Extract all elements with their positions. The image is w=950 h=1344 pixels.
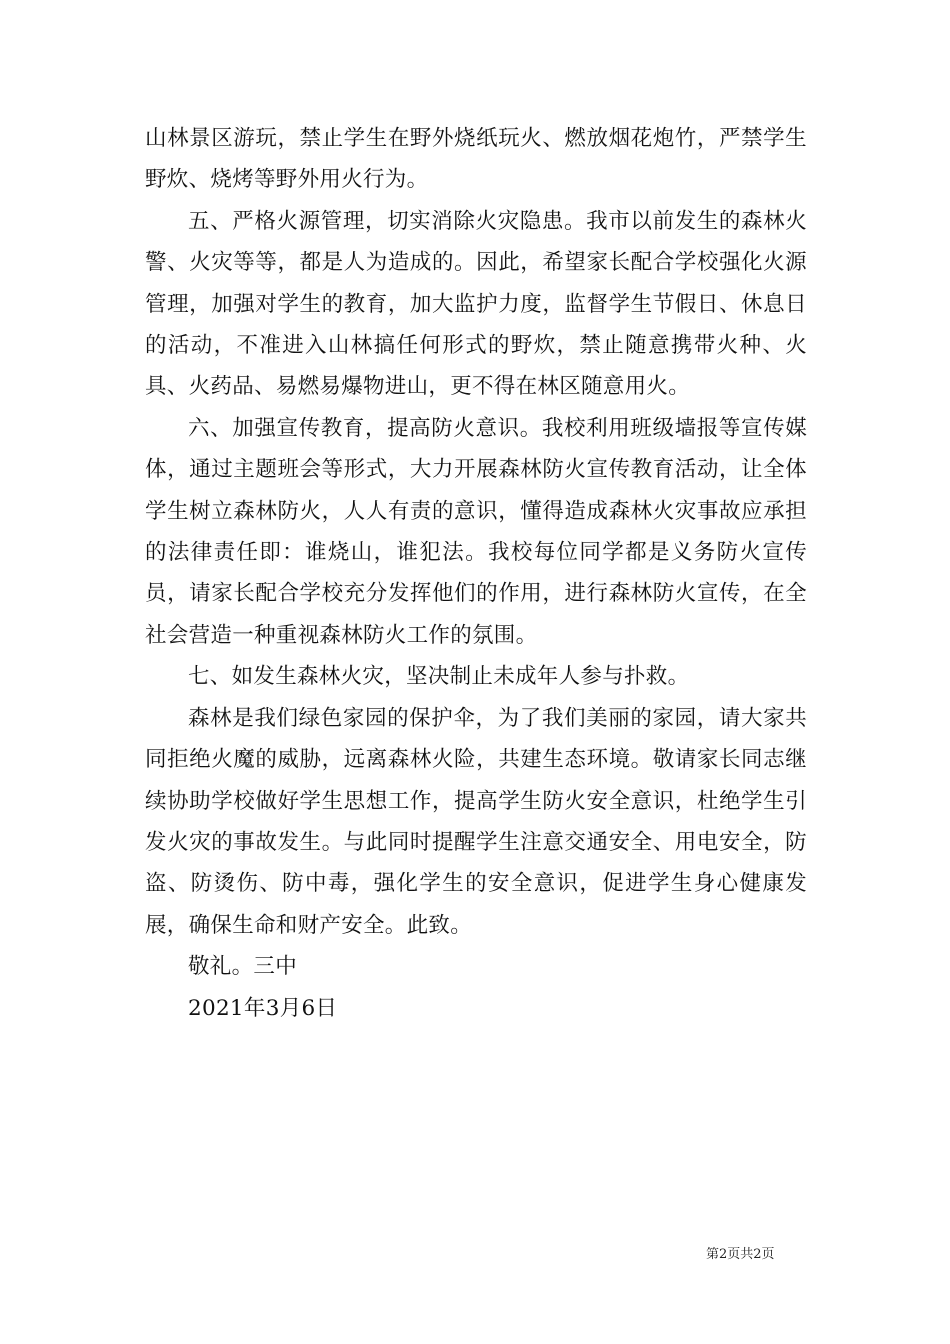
salutation-line: 敬礼。三中 [188, 954, 298, 980]
paragraph-item-6: 六、加强宣传教育，提高防火意识。我校利用班级墙报等宣传媒体，通过主题班会等形式，大力开展森林防火宣传教育活动，让全体学生树立森林防火，人人有责的意识，懂得造成森林火灾事故应承担的法律责任即：谁烧山，谁犯法。我校每位同学都是义务防火宣传员，请家长配合学校充分发挥他们的作用，进行森林防火宣传，在全社会营造一种重视森林防火工作的氛围。 [145, 415, 807, 648]
page-number-footer: 第2页共2页 [706, 1247, 775, 1262]
paragraph-item-5: 五、严格火源管理，切实消除火灾隐患。我市以前发生的森林火警、火灾等等，都是人为造成的。因此，希望家长配合学校强化火源管理，加强对学生的教育，加大监护力度，监督学生节假日、休息日的活动，不准进入山林搞任何形式的野炊，禁止随意携带火种、火具、火药品、易燃易爆物进山，更不得在林区随意用火。 [145, 208, 807, 400]
paragraph-closing: 森林是我们绿色家园的保护伞，为了我们美丽的家园，请大家共同拒绝火魔的威胁，远离森林火险，共建生态环境。敬请家长同志继续协助学校做好学生思想工作，提高学生防火安全意识，杜绝学生引发火灾的事故发生。与此同时提醒学生注意交通安全、用电安全，防盗、防烫伤、防中毒，强化学生的安全意识，促进学生身心健康发展，确保生命和财产安全。此致。 [145, 705, 807, 938]
paragraph-continued: 山林景区游玩，禁止学生在野外烧纸玩火、燃放烟花炮竹，严禁学生野炊、烧烤等野外用火行为。 [145, 126, 807, 193]
document-body [145, 118, 807, 1029]
paragraph-item-7: 七、如发生森林火灾，坚决制止未成年人参与扑救。 [188, 664, 690, 690]
date-line: 2021年3月6日 [188, 995, 338, 1021]
